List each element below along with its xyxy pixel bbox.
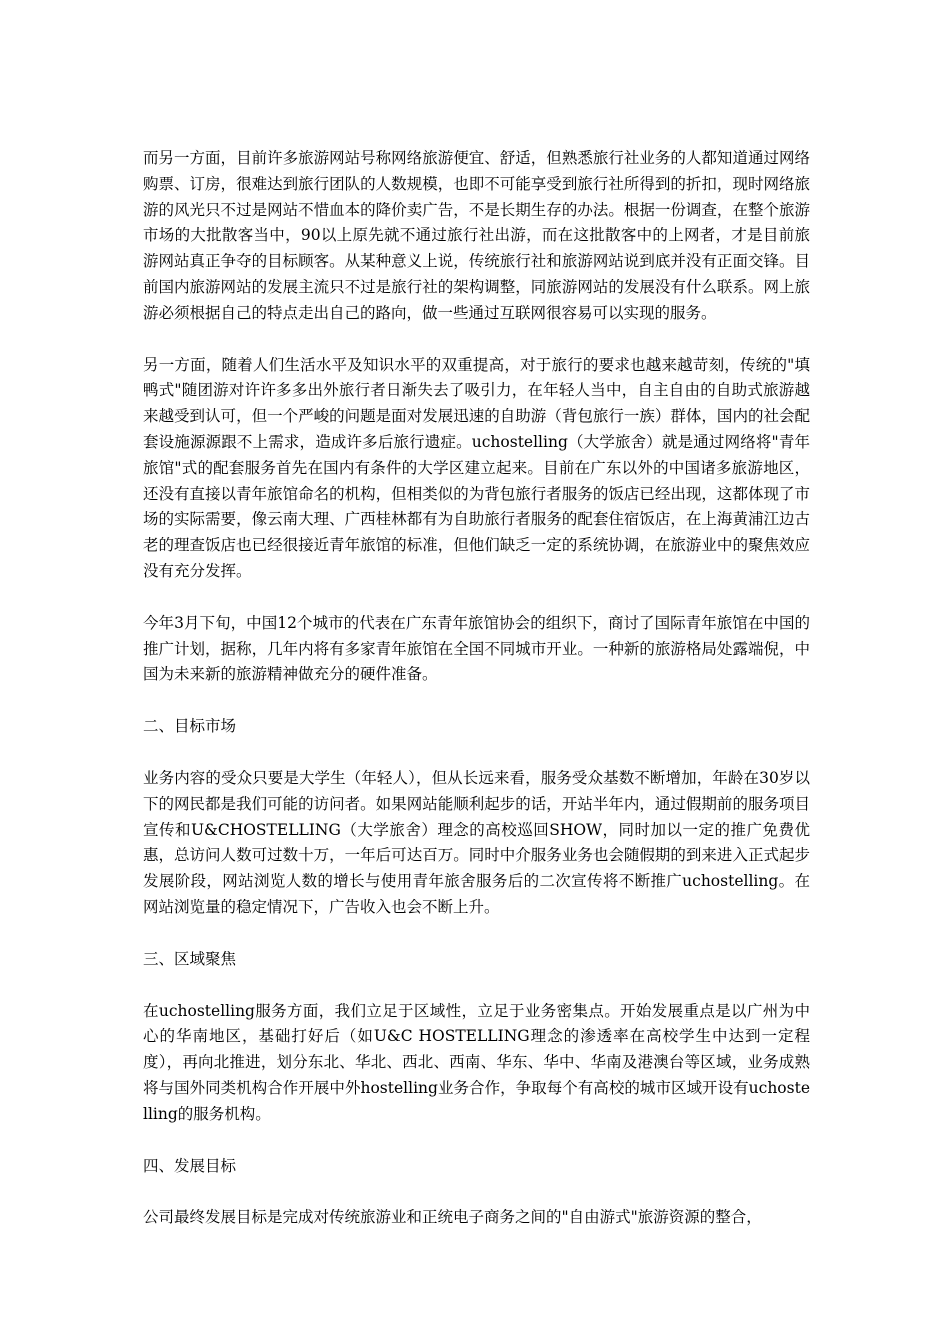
paragraph-gap xyxy=(143,327,810,353)
paragraph-gap xyxy=(143,921,810,947)
section-heading-development-goals: 四、发展目标 xyxy=(143,1156,237,1175)
paragraph-gap xyxy=(143,1128,810,1154)
paragraph-gap xyxy=(143,973,810,999)
paragraph-gap xyxy=(143,688,810,714)
paragraph-self-guided-travel: 另一方面，随着人们生活水平及知识水平的双重提高，对于旅行的要求也越来越苛刻，传统的"填鸭式"随团游对许许多多出外旅行者日渐失去了吸引力，在年轻人当中，自主自由的自助式旅游越来越受到认可，但一个严峻的问题是面对发展迅速的自助游（背包旅行一族）群体，国内的社会配套设施源源跟不上需求，造成许多后旅行遗症。uchostelling（大学旅舍）就是通过网络将"青年旅馆"式的配套服务首先在国内有条件的大学区建立起来。目前在广东以外的中国诸多旅游地区，还没有直接以青年旅馆命名的机构，但相类似的为背包旅行者服务的饭店已经出现，这都体现了市场的实际需要，像云南大理、广西桂林都有为自助旅行者服务的配套住宿饭店，在上海黄浦江边古老的理查饭店也已经很接近青年旅馆的标准，但他们缺乏一定的系统协调，在旅游业中的聚焦效应没有充分发挥。 xyxy=(143,355,810,580)
paragraph-development-goals: 公司最终发展目标是完成对传统旅游业和正统电子商务之间的"自由游式"旅游资源的整合， xyxy=(143,1208,762,1227)
paragraph-gap xyxy=(143,585,810,611)
paragraph-regional-focus: 在uchostelling服务方面，我们立足于区域性，立足于业务密集点。开始发展重点是以广州为中心的华南地区，基础打好后（如U&C HOSTELLING理念的渗透率在高校学生中达到一定程度），再向北推进，划分东北、华北、西北、西南、华东、华中、华南及港澳台等区域，业务成熟将与国外同类机构合作开展中外hostelling业务合作，争取每个有高校的城市区域开设有uchostelling的服务机构。 xyxy=(143,1001,810,1123)
document-page xyxy=(143,146,810,1231)
paragraph-target-market: 业务内容的受众只要是大学生（年轻人），但从长远来看，服务受众基数不断增加，年龄在30岁以下的网民都是我们可能的访问者。如果网站能顺利起步的话，开站半年内，通过假期前的服务项目宣传和U&CHOSTELLING（大学旅舍）理念的高校巡回SHOW，同时加以一定的推广免费优惠，总访问人数可过数十万，一年后可达百万。同时中介服务业务也会随假期的到来进入正式起步发展阶段，网站浏览人数的增长与使用青年旅舍服务后的二次宣传将不断推广uchostelling。在网站浏览量的稳定情况下，广告收入也会不断上升。 xyxy=(143,768,810,916)
paragraph-online-travel: 而另一方面，目前许多旅游网站号称网络旅游便宜、舒适，但熟悉旅行社业务的人都知道通过网络购票、订房，很难达到旅行团队的人数规模，也即不可能享受到旅行社所得到的折扣，现时网络旅游的风光只不过是网站不惜血本的降价卖广告，不是长期生存的办法。根据一份调查，在整个旅游市场的大批散客当中，90以上原先就不通过旅行社出游，而在这批散客中的上网者，才是目前旅游网站真正争夺的目标顾客。从某种意义上说，传统旅行社和旅游网站说到底并没有正面交锋。目前国内旅游网站的发展主流只不过是旅行社的架构调整，同旅游网站的发展没有什么联系。网上旅游必须根据自己的特点走出自己的路向，做一些通过互联网很容易可以实现的服务。 xyxy=(143,149,810,322)
section-heading-regional-focus: 三、区域聚焦 xyxy=(143,949,237,968)
paragraph-youth-hostel-plan: 今年3月下旬，中国12个城市的代表在广东青年旅馆协会的组织下，商讨了国际青年旅馆在中国的推广计划，据称，几年内将有多家青年旅馆在全国不同城市开业。一种新的旅游格局处露端倪，中国为未来新的旅游精神做充分的硬件准备。 xyxy=(143,613,810,684)
section-heading-target-market: 二、目标市场 xyxy=(143,717,237,736)
paragraph-gap xyxy=(143,1179,810,1205)
paragraph-gap xyxy=(143,740,810,766)
